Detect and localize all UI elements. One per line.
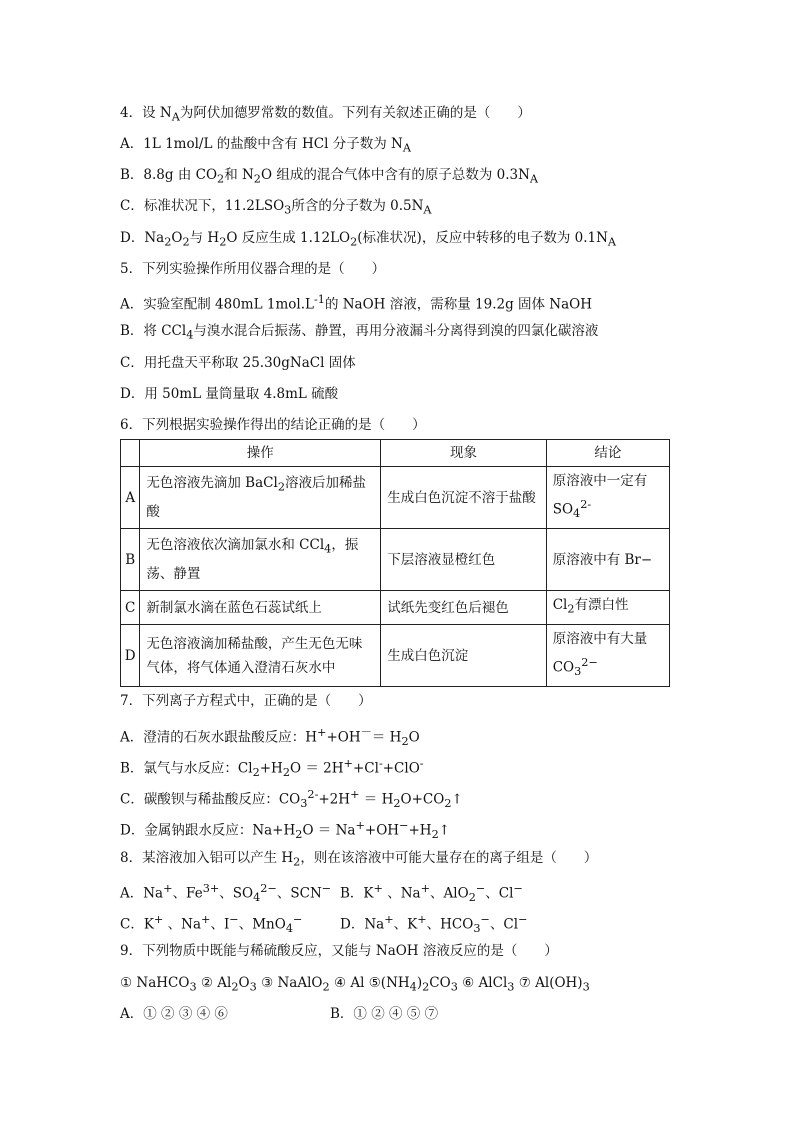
row-phenomenon: 生成白色沉淀	[381, 625, 546, 687]
q4-option-c: C．标准状况下，$11.2LSO_3$所含的分子数为 $0.5N_A$	[120, 198, 432, 217]
table-row	[121, 625, 670, 687]
table-row	[121, 467, 670, 529]
q4-stem: 4．设 $N_A$为阿伏加德罗常数的数值。下列有关叙述正确的是（ ）	[120, 105, 531, 124]
table-row	[121, 591, 670, 625]
q4-option-a: A．1L 1mol/L 的盐酸中含有 HCl 分子数为 $N_A$	[120, 136, 411, 155]
q7-option-d: D．金属钠跟水反应：$Na+H_2O$ ＝ $Na^++OH^-+H_2↑$	[120, 819, 451, 842]
q8-option-d: D．Na+、K+、$HCO_3^-$、Cl−	[340, 913, 528, 936]
row-conclusion: $Cl_2$有漂白性	[546, 591, 669, 625]
row-option: D	[121, 625, 140, 687]
header-phenomenon: 现象	[381, 440, 546, 467]
q5-option-b: B．将 CCl$_4$与溴水混合后振荡、静置，再用分液漏斗分离得到溴的四氯化碳溶液	[120, 323, 599, 342]
row-operation: 新制氯水滴在蓝色石蕊试纸上	[140, 591, 381, 625]
row-operation: 无色溶液先滴加 BaCl$_2$溶液后加稀盐酸	[140, 467, 381, 529]
row-phenomenon: 生成白色沉淀不溶于盐酸	[381, 467, 546, 529]
q5-option-c: C．用托盘天平称取 25.30gNaCl 固体	[120, 355, 356, 371]
q8-stem: 8．某溶液加入铝可以产生 $H_2$，则在该溶液中可能大量存在的离子组是（ ）	[120, 850, 598, 869]
q5-option-d: D．用 50mL 量筒量取 4.8mL 硫酸	[120, 386, 339, 402]
row-phenomenon: 下层溶液显橙红色	[381, 529, 546, 591]
q8-option-c: C．K+ 、Na+、I−、MnO$_4$−	[120, 913, 303, 936]
q7-option-a: A．澄清的石灰水跟盐酸反应：$H^++OH^-= H_2O$	[120, 726, 420, 749]
table-row	[121, 529, 670, 591]
row-option: B	[121, 529, 140, 591]
q8-option-b: B．K+ 、Na+、AlO$_2$−、Cl−	[340, 882, 523, 905]
q9-option-b: B．① ② ④ ⑤ ⑦	[330, 1006, 439, 1022]
row-operation: 无色溶液依次滴加氯水和 CCl$_4$，振荡、静置	[140, 529, 381, 591]
q6-table	[120, 439, 670, 687]
q5-option-a: A．实验室配制 480mL $1mol.L^{-1}$的 NaOH 溶液，需称量 19.2g 固体 NaOH	[120, 293, 592, 313]
header-conclusion: 结论	[546, 440, 669, 467]
q7-stem: 7．下列离子方程式中，正确的是（ ）	[120, 693, 372, 709]
q9-stem: 9．下列物质中既能与稀硫酸反应，又能与 NaOH 溶液反应的是（ ）	[120, 943, 558, 959]
q7-option-b: B．氯气与水反应：$Cl_2+H_2O = 2H^++Cl^-+ClO^-$	[120, 757, 424, 780]
q7-option-c: C．碳酸钡与稀盐酸反应：$CO_3^{2-}+2H^+$ ＝ $H_2O+CO_2↑$	[120, 788, 463, 811]
row-conclusion: 原溶液中有大量 $CO_3^{2-}$	[546, 625, 669, 687]
table-header-row	[121, 440, 670, 467]
q5-stem: 5．下列实验操作所用仪器合理的是（ ）	[120, 261, 386, 277]
header-option	[121, 440, 140, 467]
row-option: C	[121, 591, 140, 625]
q4-option-d: D．$Na_2O_2$与 $H_2O$ 反应生成 $1.12LO_2$(标准状况)，反应中转移的电子数为 $0.1N_A$	[120, 230, 617, 249]
q8-option-a: A．Na+、$Fe^{3+}$、$SO_4^{2-}$、SCN−	[120, 882, 332, 905]
header-operation: 操作	[140, 440, 381, 467]
q4-option-b: B．8.8g 由 $CO_2$和 $N_2O$ 组成的混合气体中含有的原子总数为 $0.3N_A$	[120, 167, 539, 186]
row-operation: 无色溶液滴加稀盐酸，产生无色无味气体，将气体通入澄清石灰水中	[140, 625, 381, 687]
q9-option-a: A．① ② ③ ④ ⑥	[120, 1006, 228, 1022]
row-phenomenon: 试纸先变红色后褪色	[381, 591, 546, 625]
q9-items: ① NaHCO$_3$ ② $Al_2O_3$ ③ NaAlO$_2$ ④ Al $⑤(NH_4)_2CO_3$ ⑥ AlCl$_3$ ⑦ $Al(OH)_3$	[120, 975, 590, 994]
row-conclusion: 原溶液中一定有 $SO_4^{2-}$	[546, 467, 669, 529]
q6-stem: 6．下列根据实验操作得出的结论正确的是（ ）	[120, 417, 426, 433]
row-conclusion: 原溶液中有 Br−	[546, 529, 669, 591]
row-option: A	[121, 467, 140, 529]
